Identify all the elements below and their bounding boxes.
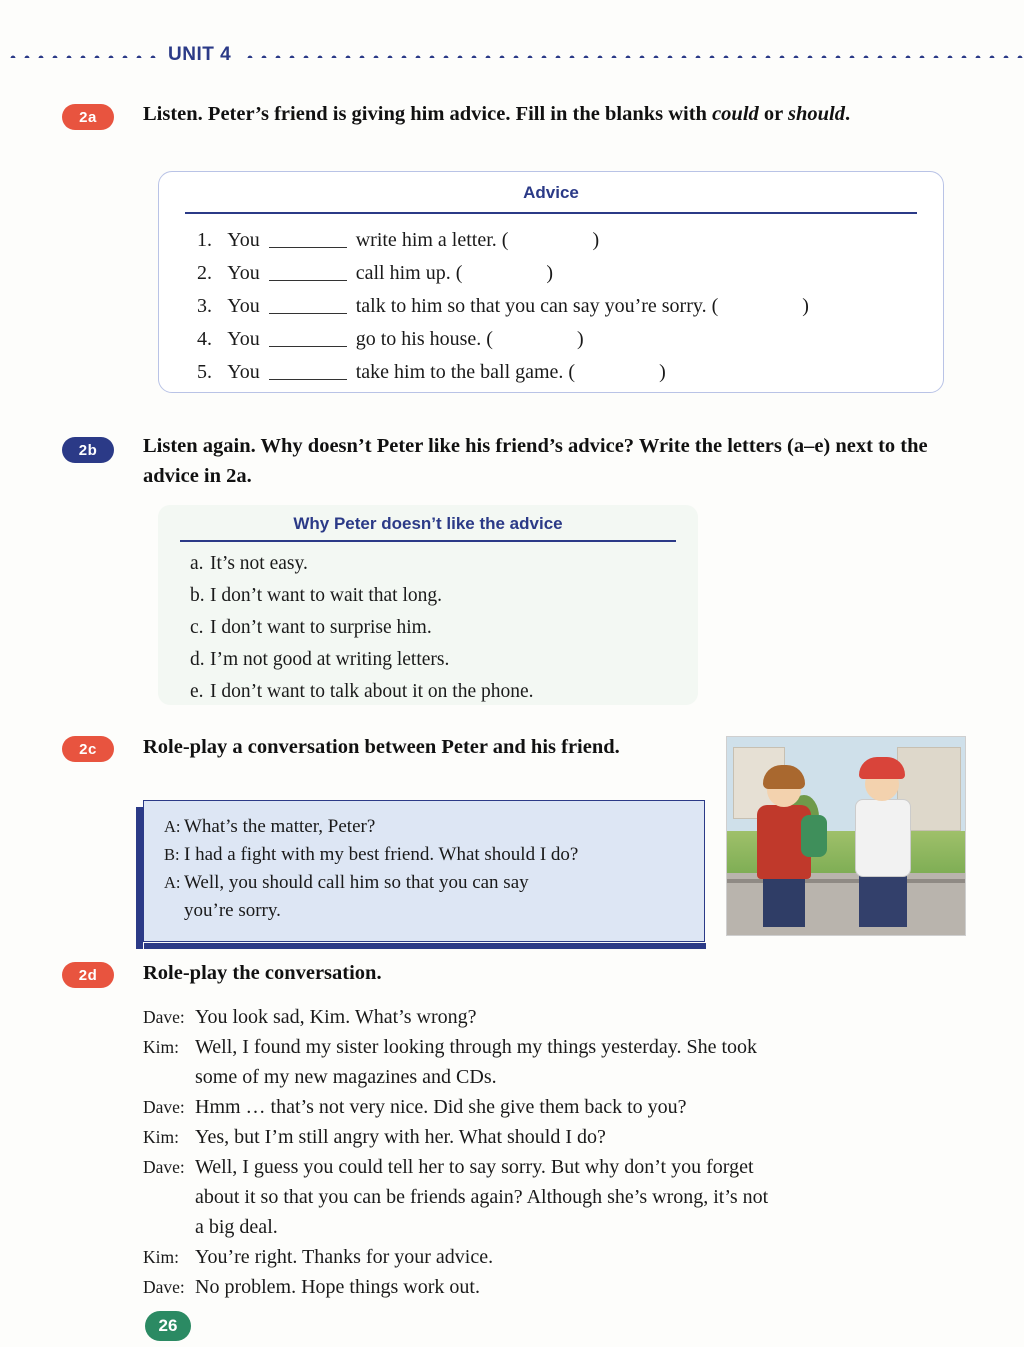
row-close: ) bbox=[546, 262, 554, 284]
answer-blank[interactable] bbox=[269, 230, 347, 248]
why-list-box bbox=[158, 505, 698, 705]
conversation-text: about it so that you can be friends again? Although she’s wrong, it’s not bbox=[195, 1186, 769, 1208]
answer-blank[interactable] bbox=[269, 296, 347, 314]
row-number: 1. bbox=[197, 229, 212, 251]
conversation-text: some of my new magazines and CDs. bbox=[195, 1066, 497, 1088]
task-2d-instruction: Role-play the conversation. bbox=[143, 962, 382, 984]
illustration-two-boys-talking bbox=[726, 736, 966, 936]
list-item bbox=[190, 644, 684, 676]
advice-table-rows bbox=[197, 224, 923, 389]
task-2b-instruction: Listen again. Why doesn’t Peter like his friend’s advice? Write the letters (a–e) next to the advice in 2a. bbox=[143, 435, 928, 487]
conversation-line bbox=[143, 1092, 943, 1122]
conversation-line bbox=[143, 1242, 943, 1272]
answer-blank[interactable] bbox=[269, 263, 347, 281]
illustration-backpack bbox=[801, 815, 827, 857]
dialogue-speaker: A: bbox=[164, 873, 181, 892]
dialogue-line bbox=[164, 897, 694, 925]
illustration-boy-right-hair bbox=[859, 757, 905, 779]
list-item-letter: a. bbox=[190, 553, 204, 574]
dotted-rule-right bbox=[243, 52, 1024, 58]
table-row bbox=[197, 323, 923, 356]
advice-table-title: Advice bbox=[523, 183, 579, 202]
task-2a-instruction-pre: Listen. Peter’s friend is giving him advice. Fill in the blanks with bbox=[143, 103, 713, 125]
conversation-text: Well, I guess you could tell her to say sorry. But why don’t you forget bbox=[195, 1156, 754, 1178]
task-2a-emphasis-should: should bbox=[788, 103, 845, 125]
dialogue-line bbox=[164, 813, 694, 841]
list-item-letter: e. bbox=[190, 681, 204, 702]
dialogue-line bbox=[164, 841, 694, 869]
dialogue-text: Well, you should call him so that you can say bbox=[184, 872, 529, 893]
list-item bbox=[190, 548, 684, 580]
conversation-line bbox=[143, 1182, 943, 1212]
conversation-text: You look sad, Kim. What’s wrong? bbox=[195, 1006, 477, 1028]
table-row bbox=[197, 224, 923, 257]
conversation-speaker: Dave: bbox=[143, 1097, 185, 1117]
dialogue-line bbox=[164, 869, 694, 897]
dialogue-speaker: A: bbox=[164, 817, 181, 836]
list-item-text: I don’t want to surprise him. bbox=[210, 617, 432, 638]
conversation-speaker: Dave: bbox=[143, 1007, 185, 1027]
task-badge-2c: 2c bbox=[62, 736, 114, 762]
unit-title: UNIT 4 bbox=[168, 44, 232, 65]
sample-dialogue-lines bbox=[164, 813, 694, 925]
row-text: go to his house. ( bbox=[355, 328, 493, 350]
why-list-title: Why Peter doesn’t like the advice bbox=[293, 514, 563, 533]
conversation-speaker: Kim: bbox=[143, 1127, 179, 1147]
illustration-boy-right-legs bbox=[859, 875, 907, 927]
row-close: ) bbox=[802, 295, 809, 317]
task-badge-2b: 2b bbox=[62, 437, 114, 463]
list-item-letter: d. bbox=[190, 649, 205, 670]
list-item bbox=[190, 580, 684, 612]
advice-table bbox=[158, 171, 944, 393]
conversation-line bbox=[143, 1062, 943, 1092]
row-text: call him up. ( bbox=[355, 262, 463, 284]
task-2a-instruction bbox=[143, 100, 958, 130]
conversation-speaker: Dave: bbox=[143, 1277, 185, 1297]
task-badge-2a: 2a bbox=[62, 104, 114, 130]
task-badge-2d: 2d bbox=[62, 962, 114, 988]
row-lead: You bbox=[227, 262, 260, 284]
task-2a-instruction-mid: or bbox=[758, 103, 789, 125]
illustration-boy-left-legs bbox=[763, 877, 805, 927]
conversation-text: Well, I found my sister looking through my things yesterday. She took bbox=[195, 1036, 758, 1058]
list-item bbox=[190, 676, 684, 708]
page-header bbox=[0, 40, 1024, 70]
table-row bbox=[197, 257, 923, 290]
list-item-letter: c. bbox=[190, 617, 204, 638]
row-text: take him to the ball game. ( bbox=[355, 361, 576, 383]
table-row bbox=[197, 290, 923, 323]
task-2a-instruction-post: . bbox=[845, 103, 851, 125]
row-number: 5. bbox=[197, 361, 212, 383]
row-text: write him a letter. ( bbox=[355, 229, 509, 251]
list-item-text: I don’t want to talk about it on the phone. bbox=[210, 681, 534, 702]
dotted-rule-left bbox=[6, 52, 156, 58]
conversation-line bbox=[143, 1032, 943, 1062]
dialogue-text: I had a fight with my best friend. What should I do? bbox=[184, 844, 579, 865]
answer-blank[interactable] bbox=[269, 362, 347, 380]
list-item-letter: b. bbox=[190, 585, 205, 606]
conversation-2d bbox=[143, 1002, 943, 1302]
table-row bbox=[197, 356, 923, 389]
page-number: 26 bbox=[145, 1311, 191, 1341]
task-2a-emphasis-could: could bbox=[712, 103, 759, 125]
row-lead: You bbox=[227, 328, 260, 350]
row-lead: You bbox=[227, 229, 260, 251]
row-lead: You bbox=[227, 295, 260, 317]
row-number: 3. bbox=[197, 295, 212, 317]
conversation-speaker: Kim: bbox=[143, 1037, 179, 1057]
task-2c-instruction: Role-play a conversation between Peter and his friend. bbox=[143, 736, 620, 758]
conversation-text: No problem. Hope things work out. bbox=[195, 1276, 480, 1298]
conversation-line bbox=[143, 1272, 943, 1302]
why-list-rule bbox=[180, 540, 676, 542]
list-item-text: I’m not good at writing letters. bbox=[210, 649, 450, 670]
conversation-speaker: Dave: bbox=[143, 1157, 185, 1177]
list-item-text: I don’t want to wait that long. bbox=[210, 585, 442, 606]
row-number: 4. bbox=[197, 328, 212, 350]
advice-table-rule bbox=[185, 212, 917, 214]
list-item bbox=[190, 612, 684, 644]
illustration-boy-left-hair bbox=[763, 765, 805, 789]
row-close: ) bbox=[576, 328, 584, 350]
conversation-text: Yes, but I’m still angry with her. What should I do? bbox=[195, 1126, 606, 1148]
list-item-text: It’s not easy. bbox=[210, 553, 308, 574]
sample-dialogue-box bbox=[143, 800, 705, 942]
conversation-line bbox=[143, 1212, 943, 1242]
dialogue-text: What’s the matter, Peter? bbox=[184, 816, 376, 837]
conversation-text: You’re right. Thanks for your advice. bbox=[195, 1246, 494, 1268]
dialogue-text: you’re sorry. bbox=[184, 900, 281, 921]
conversation-text: a big deal. bbox=[195, 1216, 278, 1238]
conversation-line bbox=[143, 1122, 943, 1152]
conversation-speaker: Kim: bbox=[143, 1247, 179, 1267]
why-list-items bbox=[190, 548, 684, 708]
dialogue-speaker: B: bbox=[164, 845, 180, 864]
row-close: ) bbox=[592, 229, 600, 251]
row-lead: You bbox=[227, 361, 260, 383]
row-close: ) bbox=[659, 361, 666, 383]
conversation-line bbox=[143, 1002, 943, 1032]
row-text: talk to him so that you can say you’re sorry. ( bbox=[355, 295, 719, 317]
illustration-boy-right-body bbox=[855, 799, 911, 877]
row-number: 2. bbox=[197, 262, 212, 284]
answer-blank[interactable] bbox=[269, 329, 347, 347]
conversation-text: Hmm … that’s not very nice. Did she give them back to you? bbox=[195, 1096, 687, 1118]
conversation-line bbox=[143, 1152, 943, 1182]
